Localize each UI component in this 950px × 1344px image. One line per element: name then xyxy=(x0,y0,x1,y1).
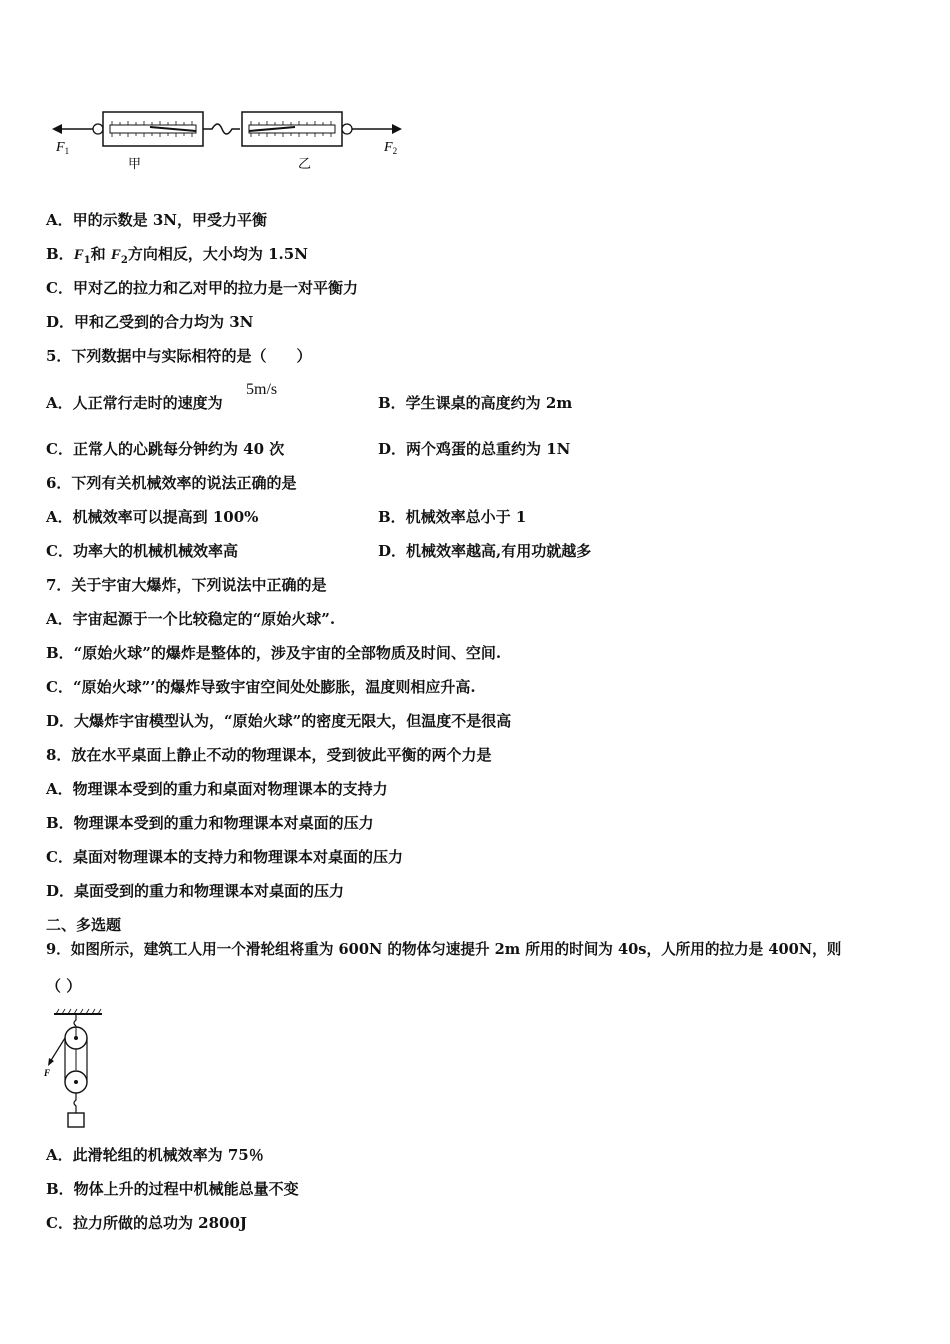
q5-option-b: B．学生课桌的高度约为 2m xyxy=(378,394,573,412)
q9-option-c: C．拉力所做的总功为 2800J xyxy=(46,1214,248,1232)
q5-option-a-value: 5m/s xyxy=(246,381,278,398)
jia-label: 甲 xyxy=(128,157,142,172)
q8-stem: 8．放在水平桌面上静止不动的物理课本，受到彼此平衡的两个力是 xyxy=(46,746,492,764)
q4-option-d: D．甲和乙受到的合力均为 3N xyxy=(46,313,254,331)
force-f-label: F xyxy=(44,1068,51,1078)
q7-option-d: D．大爆炸宇宙模型认为，“原始火球”的密度无限大，但温度不是很高 xyxy=(46,712,512,730)
pulley-system-figure xyxy=(42,1008,112,1133)
q9-paren: （ ） xyxy=(46,977,82,995)
q9-option-b: B．物体上升的过程中机械能总量不变 xyxy=(46,1180,299,1198)
q8-option-b: B．物理课本受到的重力和物理课本对桌面的压力 xyxy=(46,814,374,832)
spring-scales-figure xyxy=(50,105,410,175)
q7-stem: 7．关于宇宙大爆炸，下列说法中正确的是 xyxy=(46,576,327,594)
q4-option-a: A．甲的示数是 3N，甲受力平衡 xyxy=(46,211,268,229)
q4-option-c: C．甲对乙的拉力和乙对甲的拉力是一对平衡力 xyxy=(46,279,358,297)
q6-option-b: B．机械效率总小于 1 xyxy=(378,508,527,526)
q5-option-d: D．两个鸡蛋的总重约为 1N xyxy=(378,440,571,458)
q8-option-a: A．物理课本受到的重力和桌面对物理课本的支持力 xyxy=(46,780,388,798)
q4-option-b: B．$F_1$和 $F_2$方向相反，大小均为 1.5N xyxy=(46,245,308,266)
q9-stem: 9．如图所示，建筑工人用一个滑轮组将重为 600N 的物体匀速提升 2m 所用的时间为 40s，人所用的拉力是 400N，则 xyxy=(46,941,842,958)
q7-option-c: C．“原始火球”’的爆炸导致宇宙空间处处膨胀，温度则相应升高. xyxy=(46,678,476,696)
q6-stem: 6．下列有关机械效率的说法正确的是 xyxy=(46,474,297,492)
yi-label: 乙 xyxy=(298,157,312,172)
section-title: 二、多选题 xyxy=(46,916,122,934)
force-f1-label: $F_1$ xyxy=(56,140,70,156)
q5-stem: 5．下列数据中与实际相符的是（ ） xyxy=(46,347,312,365)
q7-option-b: B．“原始火球”的爆炸是整体的，涉及宇宙的全部物质及时间、空间. xyxy=(46,644,502,662)
q8-option-c: C．桌面对物理课本的支持力和物理课本对桌面的压力 xyxy=(46,848,403,866)
q6-option-d: D．机械效率越高,有用功就越多 xyxy=(378,542,592,560)
q9-option-a: A．此滑轮组的机械效率为 75％ xyxy=(46,1146,264,1164)
force-f2-label: $F_2$ xyxy=(384,140,398,156)
q6-option-c: C．功率大的机械机械效率高 xyxy=(46,542,238,560)
q5-option-c: C．正常人的心跳每分钟约为 40 次 xyxy=(46,440,285,458)
q8-option-d: D．桌面受到的重力和物理课本对桌面的压力 xyxy=(46,882,345,900)
q6-option-a: A．机械效率可以提高到 100% xyxy=(46,508,259,526)
q5-option-a: A．人正常行走时的速度为 xyxy=(46,394,223,412)
q7-option-a: A．宇宙起源于一个比较稳定的“原始火球”. xyxy=(46,610,336,628)
